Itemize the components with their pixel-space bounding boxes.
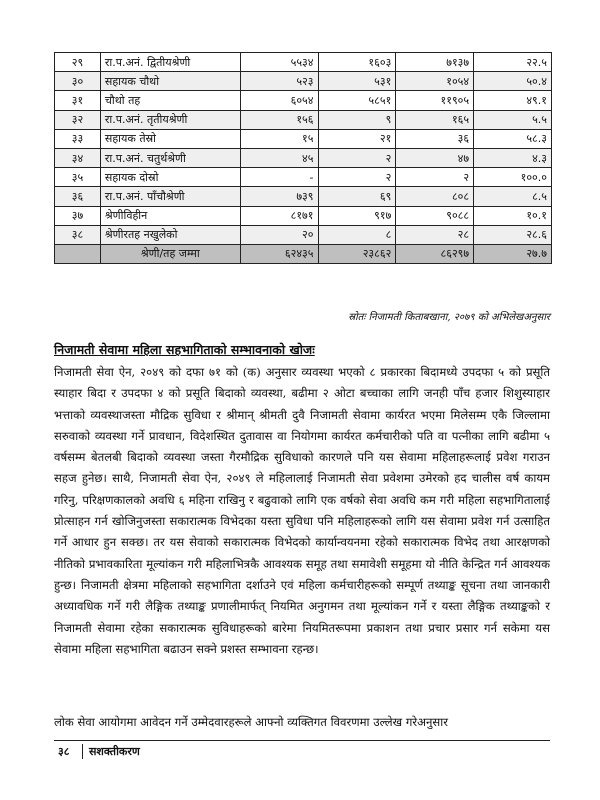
- footer-divider: [54, 740, 550, 741]
- row-name-cell: रा.प.अनं. चतुर्थश्रेणी: [100, 148, 240, 167]
- row-name-cell: श्रेणीविहीन: [100, 206, 240, 225]
- row-name-cell: चौथो तह: [100, 91, 240, 110]
- total-row-c3: ८६२९७: [396, 244, 474, 263]
- row-name-cell: सहायक चौथो: [100, 72, 240, 91]
- row-name-cell: रा.प.अनं. द्वितीयश्रेणी: [100, 53, 240, 72]
- row-percent-cell: १००.०: [474, 168, 552, 187]
- row-number-cell: ३५: [55, 168, 101, 187]
- table-row: [55, 129, 552, 148]
- row-value-cell: २: [318, 168, 396, 187]
- row-value-cell: १६०३: [318, 53, 396, 72]
- row-value-cell: २: [318, 148, 396, 167]
- total-row-c4: २७.७: [474, 244, 552, 263]
- row-value-cell: ८१७१: [240, 206, 318, 225]
- row-percent-cell: ५.५: [474, 110, 552, 129]
- row-percent-cell: ८.५: [474, 187, 552, 206]
- row-value-cell: ४७: [396, 148, 474, 167]
- row-value-cell: १५: [240, 129, 318, 148]
- row-value-cell: २१: [318, 129, 396, 148]
- row-name-cell: सहायक तेस्रो: [100, 129, 240, 148]
- footer-title: सशक्तीकरण: [82, 744, 140, 759]
- section-heading: निजामती सेवामा महिला सहभागिताको सम्भावनाको खोजः: [54, 342, 315, 357]
- row-number-cell: ३२: [55, 110, 101, 129]
- row-number-cell: ३८: [55, 225, 101, 244]
- row-value-cell: ५५३४: [240, 53, 318, 72]
- row-value-cell: ८०८: [396, 187, 474, 206]
- total-row-label: श्रेणी/तह जम्मा: [100, 244, 240, 263]
- table-row: [55, 91, 552, 110]
- table-row: [55, 168, 552, 187]
- row-value-cell: ९१७: [318, 206, 396, 225]
- row-percent-cell: २२.५: [474, 53, 552, 72]
- total-row: [55, 244, 552, 263]
- row-name-cell: सहायक दोस्रो: [100, 168, 240, 187]
- row-percent-cell: ४.३: [474, 148, 552, 167]
- row-value-cell: ११९०५: [396, 91, 474, 110]
- row-number-cell: ३०: [55, 72, 101, 91]
- total-row-c1: ६२४३५: [240, 244, 318, 263]
- row-value-cell: १५६: [240, 110, 318, 129]
- data-table: [54, 52, 552, 264]
- row-value-cell: ४५: [240, 148, 318, 167]
- row-percent-cell: १०.१: [474, 206, 552, 225]
- page-number: ३८: [58, 745, 70, 758]
- body-paragraph-2: लोक सेवा आयोगमा आवेदन गर्ने उम्मेदवारहरूले आफ्नो व्यक्तिगत विवरणमा उल्लेख गरेअनुसार: [54, 715, 448, 729]
- row-percent-cell: ५०.४: [474, 72, 552, 91]
- row-value-cell: ३६: [396, 129, 474, 148]
- row-number-cell: ३६: [55, 187, 101, 206]
- table-row: [55, 53, 552, 72]
- row-value-cell: ८: [318, 225, 396, 244]
- row-value-cell: २८: [396, 225, 474, 244]
- row-number-cell: ३४: [55, 148, 101, 167]
- body-paragraph-1: निजामती सेवा ऐन, २०४९ को दफा ७१ को (क) अनुसार व्यवस्था भएको ८ प्रकारका बिदामध्ये उपदफा ५ को प्रसूति स्याहार बिदा र उपदफा ४ को प्रसूति बिदाको व्यवस्था, बढीमा २ ओटा बच्चाका लागि जनही पाँच हजार शिशुस्याहार भत्ताको व्यवस्थाजस्ता मौद्रिक सुविधा र श्रीमान् श्रीमती दुवै निजामती सेवामा कार्यरत भएमा मिलेसम्म एकै जिल्लामा सरुवाको व्यवस्था गर्ने प्रावधान, विदेशस्थित दुतावास वा नियोगमा कार्यरत कर्मचारीको पति वा पत्नीका लागि बढीमा ५ वर्षसम्म बेतलबी बिदाको व्यवस्था जस्ता गैरमौद्रिक सुविधाको कारणले पनि यस सेवामा महिलाहरूलाई प्रवेश गराउन सहज हुनेछ। साथै, निजामती सेवा ऐन, २०४९ ले महिलालाई निजामती सेवा प्रवेशमा उमेरको हद चालीस वर्ष कायम गरिनु, परिक्षणकालको अवधि ६ महिना राखिनु र बढुवाको लागि एक वर्षको सेवा अवधि कम गरी महिला सहभागितालाई प्रोत्साहन गर्न खोजिनुजस्ता सकारात्मक विभेदका यस्ता सुविधा पनि महिलाहरूको लागि यस सेवामा प्रवेश गर्न उत्साहित गर्ने आधार हुन सक्छ। तर यस सेवाको सकारात्मक विभेदको कार्यान्वयनमा रहेको सकारात्मक विभेद तथा आरक्षणको नीतिको प्रभावकारिता मूल्यांकन गरी महिलाभित्रकै आवश्यक समूह तथा समावेशी समूहमा यो नीति केन्द्रित गर्न आवश्यक हुन्छ। निजामती क्षेत्रमा महिलाको सहभागिता दर्शाउने एवं महिला कर्मचारीहरूको सम्पूर्ण तथ्याङ्क सूचना तथा जानकारी अध्यावधिक गर्ने गरी लैङ्गिक तथ्याङ्क प्रणालीमार्फत् नियमित अनुगमन तथा मूल्यांकन गर्ने र यस्ता लैङ्गिक तथ्याङ्कको र निजामती सेवामा रहेका सकारात्मक सुविधाहरूको बारेमा नियमितरूपमा प्रकाशन तथा प्रचार प्रसार गर्न सकेमा यस सेवामा महिला सहभागिता बढाउन सक्ने प्रशस्त सम्भावना रहन्छ।: [54, 365, 550, 656]
- row-name-cell: रा.प.अनं. तृतीयश्रेणी: [100, 110, 240, 129]
- row-value-cell: ६९: [318, 187, 396, 206]
- row-value-cell: ९: [318, 110, 396, 129]
- row-value-cell: १०५४: [396, 72, 474, 91]
- row-number-cell: २९: [55, 53, 101, 72]
- row-percent-cell: ५८.३: [474, 129, 552, 148]
- row-value-cell: ५२३: [240, 72, 318, 91]
- row-name-cell: रा.प.अनं. पाँचौश्रेणी: [100, 187, 240, 206]
- row-value-cell: ९०८८: [396, 206, 474, 225]
- row-value-cell: १६५: [396, 110, 474, 129]
- table-row: [55, 187, 552, 206]
- row-number-cell: ३३: [55, 129, 101, 148]
- row-percent-cell: ४९.१: [474, 91, 552, 110]
- table-row: [55, 110, 552, 129]
- row-value-cell: ७३९: [240, 187, 318, 206]
- row-value-cell: ५३१: [318, 72, 396, 91]
- table-row: [55, 72, 552, 91]
- row-value-cell: ७१३७: [396, 53, 474, 72]
- row-value-cell: २: [396, 168, 474, 187]
- source-note: स्रोतः निजामती किताबखाना, २०७९ को अभिलेखअनुसार: [348, 312, 550, 323]
- table-row: [55, 206, 552, 225]
- row-value-cell: -: [240, 168, 318, 187]
- table-body: [55, 53, 552, 264]
- table-row: [55, 225, 552, 244]
- row-name-cell: श्रेणीरतह नखुलेको: [100, 225, 240, 244]
- row-value-cell: ६०५४: [240, 91, 318, 110]
- row-value-cell: ५८५१: [318, 91, 396, 110]
- row-number-cell: ३७: [55, 206, 101, 225]
- total-row-num: [55, 244, 101, 263]
- row-number-cell: ३१: [55, 91, 101, 110]
- row-percent-cell: २८.६: [474, 225, 552, 244]
- table-row: [55, 148, 552, 167]
- total-row-c2: २३८६२: [318, 244, 396, 263]
- row-value-cell: २०: [240, 225, 318, 244]
